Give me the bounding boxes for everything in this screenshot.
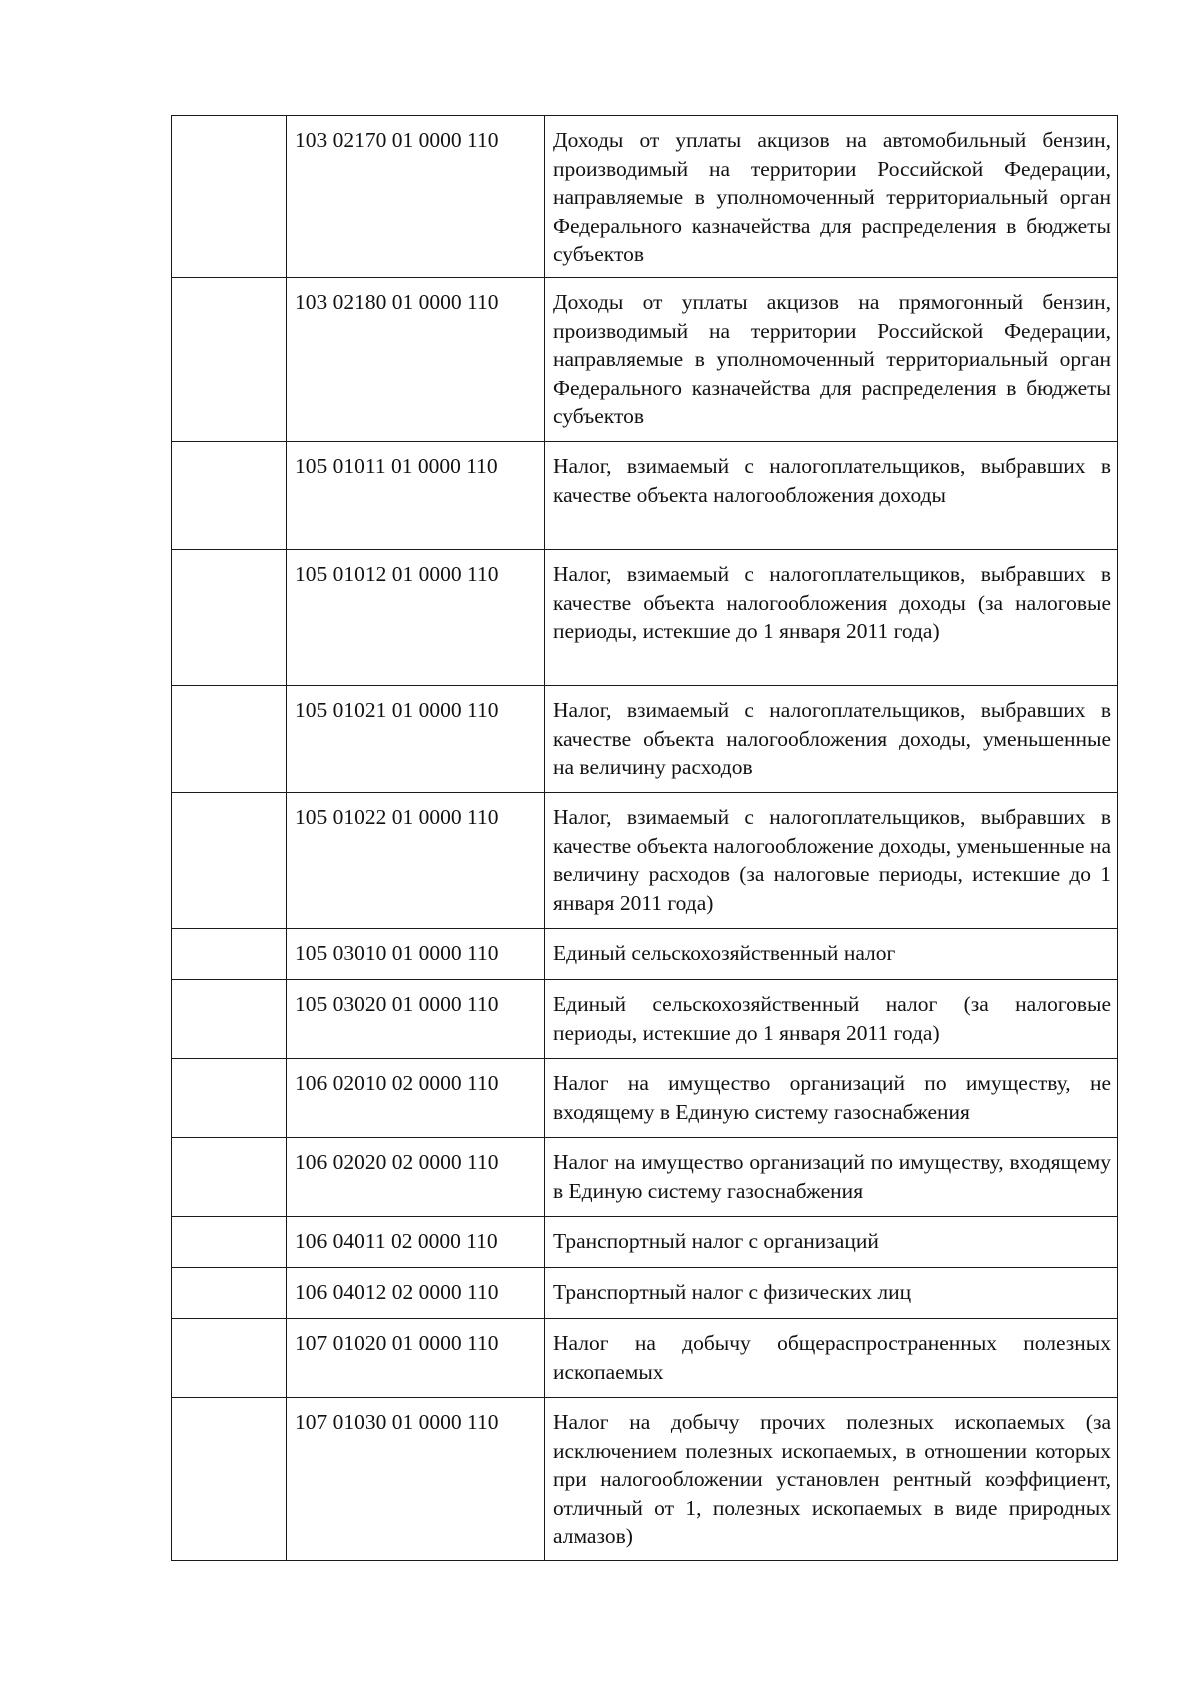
admin-code-cell [172,116,287,278]
table-row [172,1398,1118,1561]
table-row [172,1059,1118,1138]
admin-code-cell [172,1059,287,1138]
table-row [172,929,1118,980]
revenue-name-cell: Транспортный налог с физических лиц [545,1268,1118,1319]
admin-code-cell [172,550,287,686]
revenue-name-cell: Доходы от уплаты акцизов на автомобильный бензин, производимый на территории Российской Федерации, направляемые в уполномоченный территориальный орган Федерального казначейства для распределения в бюджеты субъектов [545,116,1118,278]
revenue-name-cell: Налог на добычу общераспространенных полезных ископаемых [545,1319,1118,1398]
admin-code-cell [172,1138,287,1217]
admin-code-cell [172,442,287,550]
budget-code-cell: 105 01021 01 0000 110 [287,686,545,793]
table-row [172,1268,1118,1319]
budget-code-cell: 106 02020 02 0000 110 [287,1138,545,1217]
admin-code-cell [172,793,287,929]
budget-code-cell: 106 04012 02 0000 110 [287,1268,545,1319]
budget-code-cell: 103 02180 01 0000 110 [287,278,545,442]
admin-code-cell [172,1217,287,1268]
revenue-name-cell: Налог, взимаемый с налогоплательщиков, выбравших в качестве объекта налогообложения доходы (за налоговые периоды, истекшие до 1 января 2011 года) [545,550,1118,686]
revenue-name-cell: Налог, взимаемый с налогоплательщиков, выбравших в качестве объекта налогообложения доходы [545,442,1118,550]
budget-code-cell: 103 02170 01 0000 110 [287,116,545,278]
budget-code-cell: 105 01012 01 0000 110 [287,550,545,686]
admin-code-cell [172,929,287,980]
budget-code-cell: 106 04011 02 0000 110 [287,1217,545,1268]
revenue-name-cell: Налог, взимаемый с налогоплательщиков, выбравших в качестве объекта налогообложения доходы, уменьшенные на величину расходов [545,686,1118,793]
revenue-name-cell: Доходы от уплаты акцизов на прямогонный бензин, производимый на территории Российской Федерации, направляемые в уполномоченный территориальный орган Федерального казначейства для распределения в бюджеты субъектов [545,278,1118,442]
table-row [172,686,1118,793]
revenue-code-table [171,115,1118,1561]
table-row [172,793,1118,929]
table-row [172,116,1118,278]
admin-code-cell [172,686,287,793]
budget-code-cell: 107 01020 01 0000 110 [287,1319,545,1398]
budget-code-cell: 107 01030 01 0000 110 [287,1398,545,1561]
table-row [172,442,1118,550]
budget-code-cell: 106 02010 02 0000 110 [287,1059,545,1138]
table-row [172,1138,1118,1217]
admin-code-cell [172,1268,287,1319]
revenue-name-cell: Налог на имущество организаций по имуществу, не входящему в Единую систему газоснабжения [545,1059,1118,1138]
table-row [172,550,1118,686]
budget-code-cell: 105 01011 01 0000 110 [287,442,545,550]
admin-code-cell [172,1398,287,1561]
admin-code-cell [172,980,287,1059]
revenue-name-cell: Единый сельскохозяйственный налог [545,929,1118,980]
table-row [172,1217,1118,1268]
revenue-name-cell: Единый сельскохозяйственный налог (за налоговые периоды, истекшие до 1 января 2011 года) [545,980,1118,1059]
revenue-name-cell: Налог, взимаемый с налогоплательщиков, выбравших в качестве объекта налогообложение доходы, уменьшенные на величину расходов (за налоговые периоды, истекшие до 1 января 2011 года) [545,793,1118,929]
revenue-name-cell: Налог на добычу прочих полезных ископаемых (за исключением полезных ископаемых, в отношении которых при налогообложении установлен рентный коэффициент, отличный от 1, полезных ископаемых в виде природных алмазов) [545,1398,1118,1561]
table-body [172,116,1118,1561]
admin-code-cell [172,278,287,442]
table-row [172,278,1118,442]
revenue-name-cell: Налог на имущество организаций по имуществу, входящему в Единую систему газоснабжения [545,1138,1118,1217]
budget-code-cell: 105 01022 01 0000 110 [287,793,545,929]
admin-code-cell [172,1319,287,1398]
table-row [172,980,1118,1059]
budget-code-cell: 105 03010 01 0000 110 [287,929,545,980]
table-row [172,1319,1118,1398]
revenue-name-cell: Транспортный налог с организаций [545,1217,1118,1268]
budget-code-cell: 105 03020 01 0000 110 [287,980,545,1059]
